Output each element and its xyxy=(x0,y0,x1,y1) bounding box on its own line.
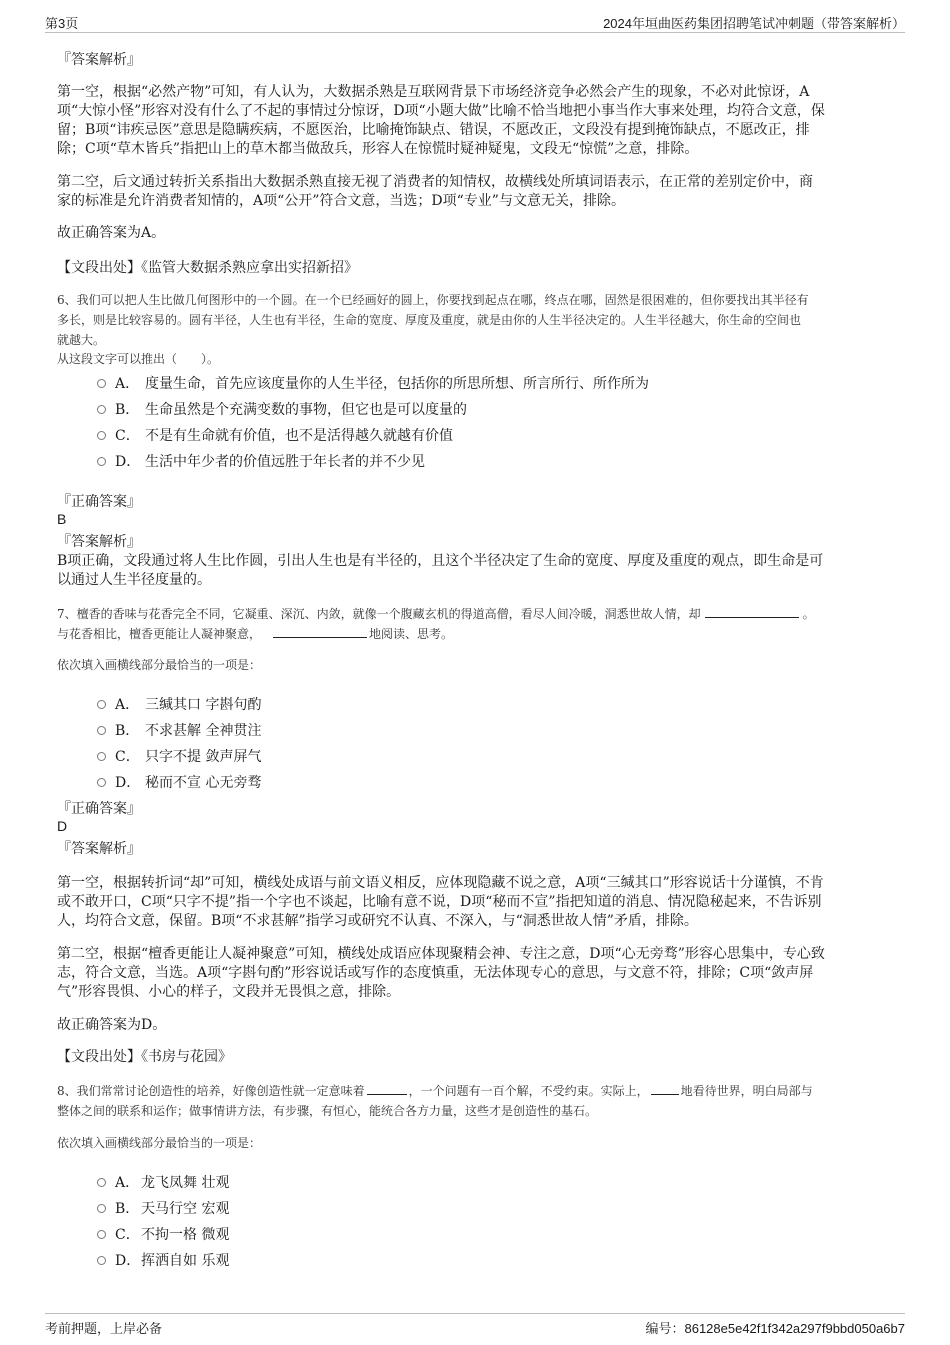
q6-option-b-radio[interactable] xyxy=(97,405,106,414)
q7-option-a-radio[interactable] xyxy=(97,700,106,709)
q5-analysis-p2-line2: 家的标准是允许消费者知情的，A项“公开”符合文意，当选；D项“专业”与文意无关，排除。 xyxy=(57,193,625,209)
q7-option-a[interactable]: A． 三缄其口 字斟句酌 xyxy=(115,697,262,713)
q5-conclusion: 故正确答案为A。 xyxy=(57,225,166,241)
q7-option-c-radio[interactable] xyxy=(97,752,106,761)
footer-slogan: 考前押题，上岸必备 xyxy=(45,1321,163,1336)
q5-analysis-label: 『答案解析』 xyxy=(57,52,141,68)
q6-analysis-line1: B项正确，文段通过将人生比作圆，引出人生也是有半径的，且这个半径决定了生命的宽度、厚度及重度的观点，即生命是可 xyxy=(57,553,824,569)
q8-option-b[interactable]: B． 天马行空 宏观 xyxy=(115,1201,230,1217)
q7-option-c[interactable]: C． 只字不提 敛声屏气 xyxy=(115,749,262,765)
document-id: 编号：86128e5e42f1f342a297f9bbd050a6b7 xyxy=(645,1321,905,1336)
q6-stem-line3: 就越大。 xyxy=(57,333,106,347)
q8-option-d-radio[interactable] xyxy=(97,1256,106,1265)
document-title: 2024年垣曲医药集团招聘笔试冲刺题（带答案解析） xyxy=(603,16,905,31)
q5-analysis-p1-line4: 除；C项“草木皆兵”指把山上的草木都当做敌兵，形容人在惊慌时疑神疑鬼，文段无“惊慌”之意，排除。 xyxy=(57,141,699,157)
q6-analysis-line2: 以通过人生半径度量的。 xyxy=(57,572,211,588)
q7-option-b[interactable]: B． 不求甚解 全神贯注 xyxy=(115,723,262,739)
q7-conclusion: 故正确答案为D。 xyxy=(57,1017,167,1033)
q7-analysis-p1-line1: 第一空，根据转折词“却”可知，横线处成语与前文语义相反，应体现隐藏不说之意，A项“三缄其口”形容说话十分谨慎，不肯 xyxy=(57,875,824,891)
q6-stem-line1: 6、我们可以把人生比做几何图形中的一个圆。在一个已经画好的圆上，你要找到起点在哪，终点在哪，固然是很困难的，但你要找出其半径有 xyxy=(57,293,809,307)
q6-analysis-label: 『答案解析』 xyxy=(57,534,141,550)
q5-analysis-p1-line2: 项“大惊小怪”形容对没有什么了不起的事情过分惊讶，D项“小题大做”比喻不恰当地把小事当作大事来处理，均符合文意，保 xyxy=(57,103,825,119)
q7-blank-1 xyxy=(705,605,799,618)
q7-option-b-radio[interactable] xyxy=(97,726,106,735)
q6-option-c-radio[interactable] xyxy=(97,431,106,440)
q7-answer: D xyxy=(57,818,68,834)
q7-option-d[interactable]: D． 秘而不宣 心无旁骛 xyxy=(115,775,262,791)
q6-stem-line2: 多长，则是比较容易的。圆有半径，人生也有半径，生命的宽度、厚度及重度，就是由你的人生半径决定的。人生半径越大，你生命的空间也 xyxy=(57,313,802,327)
q8-stem-line1: 8、我们常常讨论创造性的培养，好像创造性就一定意味着 ，一个问题有一百个解，不受约束。实际上， 地看待世界，明白局部与 xyxy=(57,1084,813,1098)
q7-analysis-p2-line3: 气”形容畏惧、小心的样子，文段并无畏惧之意，排除。 xyxy=(57,984,401,1000)
q7-analysis-p2-line1: 第二空，根据“檀香更能让人凝神聚意”可知，横线处成语应体现聚精会神、专注之意，D项“心无旁骛”形容心思集中，专心致 xyxy=(57,946,825,962)
q7-analysis-p1-line3: 人，均符合文意，保留。B项“不求甚解”指学习或研究不认真、不深入，与“洞悉世故人情”矛盾，排除。 xyxy=(57,913,698,929)
page-header xyxy=(45,10,905,33)
q8-option-c-radio[interactable] xyxy=(97,1230,106,1239)
q8-blank-2 xyxy=(651,1082,679,1095)
q6-answer-label: 『正确答案』 xyxy=(57,494,141,510)
q8-question: 依次填入画横线部分最恰当的一项是： xyxy=(57,1136,262,1150)
q7-question: 依次填入画横线部分最恰当的一项是： xyxy=(57,658,262,672)
q7-answer-label: 『正确答案』 xyxy=(57,801,141,817)
q6-option-b[interactable]: B． 生命虽然是个充满变数的事物，但它也是可以度量的 xyxy=(115,402,467,418)
q5-analysis-p1-line1: 第一空，根据“必然产物”可知，有人认为，大数据杀熟是互联网背景下市场经济竞争必然会产生的现象，不必对此惊讶，A xyxy=(57,84,810,100)
q6-option-a[interactable]: A． 度量生命，首先应该度量你的人生半径，包括你的所思所想、所言所行、所作所为 xyxy=(115,376,649,392)
q8-stem-line2: 整体之间的联系和运作；做事情讲方法，有步骤，有恒心，能统合各方力量，这些才是创造性的基石。 xyxy=(57,1104,598,1118)
q7-analysis-p2-line2: 志，符合文意，当选。A项“字斟句酌”形容说话或写作的态度慎重，无法体现专心的意思，与文意不符，排除；C项“敛声屏 xyxy=(57,965,814,981)
q8-blank-1 xyxy=(367,1082,407,1095)
q6-option-d-radio[interactable] xyxy=(97,457,106,466)
q7-analysis-p1-line2: 或不敢开口，C项“只字不提”指一个字也不谈起，比喻有意不说，D项“秘而不宣”指把知道的消息、情况隐秘起来，不告诉别 xyxy=(57,894,822,910)
q5-source: 【文段出处】《监管大数据杀熟应拿出实招新招》 xyxy=(57,260,358,276)
q6-question: 从这段文字可以推出（ ）。 xyxy=(57,352,220,366)
q7-source: 【文段出处】《书房与花园》 xyxy=(57,1049,232,1065)
q5-analysis-p2-line1: 第二空，后文通过转折关系指出大数据杀熟直接无视了消费者的知情权，故横线处所填词语表示，在正常的差别定价中，商 xyxy=(57,174,813,190)
q8-option-c[interactable]: C．不拘一格 微观 xyxy=(115,1227,230,1243)
page-number: 第3页 xyxy=(45,16,79,31)
q7-analysis-label: 『答案解析』 xyxy=(57,841,141,857)
q7-option-d-radio[interactable] xyxy=(97,778,106,787)
q8-option-a-radio[interactable] xyxy=(97,1178,106,1187)
q7-stem-line2: 与花香相比，檀香更能让人凝神聚意， 地阅读、思考。 xyxy=(57,627,454,641)
page-footer xyxy=(45,1313,905,1336)
q5-analysis-p1-line3: 留；B项“讳疾忌医”意思是隐瞒疾病，不愿医治，比喻掩饰缺点、错误，不愿改正，文段没有提到掩饰缺点，不愿改正，排 xyxy=(57,122,810,138)
q6-option-c[interactable]: C． 不是有生命就有价值，也不是活得越久就越有价值 xyxy=(115,428,453,444)
q6-answer: B xyxy=(57,511,67,527)
q8-option-b-radio[interactable] xyxy=(97,1204,106,1213)
q8-option-a[interactable]: A． 龙飞凤舞 壮观 xyxy=(115,1175,230,1191)
q8-option-d[interactable]: D．挥洒自如 乐观 xyxy=(115,1253,230,1269)
q6-option-d[interactable]: D． 生活中年少者的价值远胜于年长者的并不少见 xyxy=(115,454,425,470)
q7-blank-2 xyxy=(273,625,367,638)
q6-option-a-radio[interactable] xyxy=(97,379,106,388)
q7-stem-line1: 7、檀香的香味与花香完全不同，它凝重、深沉、内敛，就像一个腹藏玄机的得道高僧，看尽人间冷暖，洞悉世故人情，却 。 xyxy=(57,607,815,621)
